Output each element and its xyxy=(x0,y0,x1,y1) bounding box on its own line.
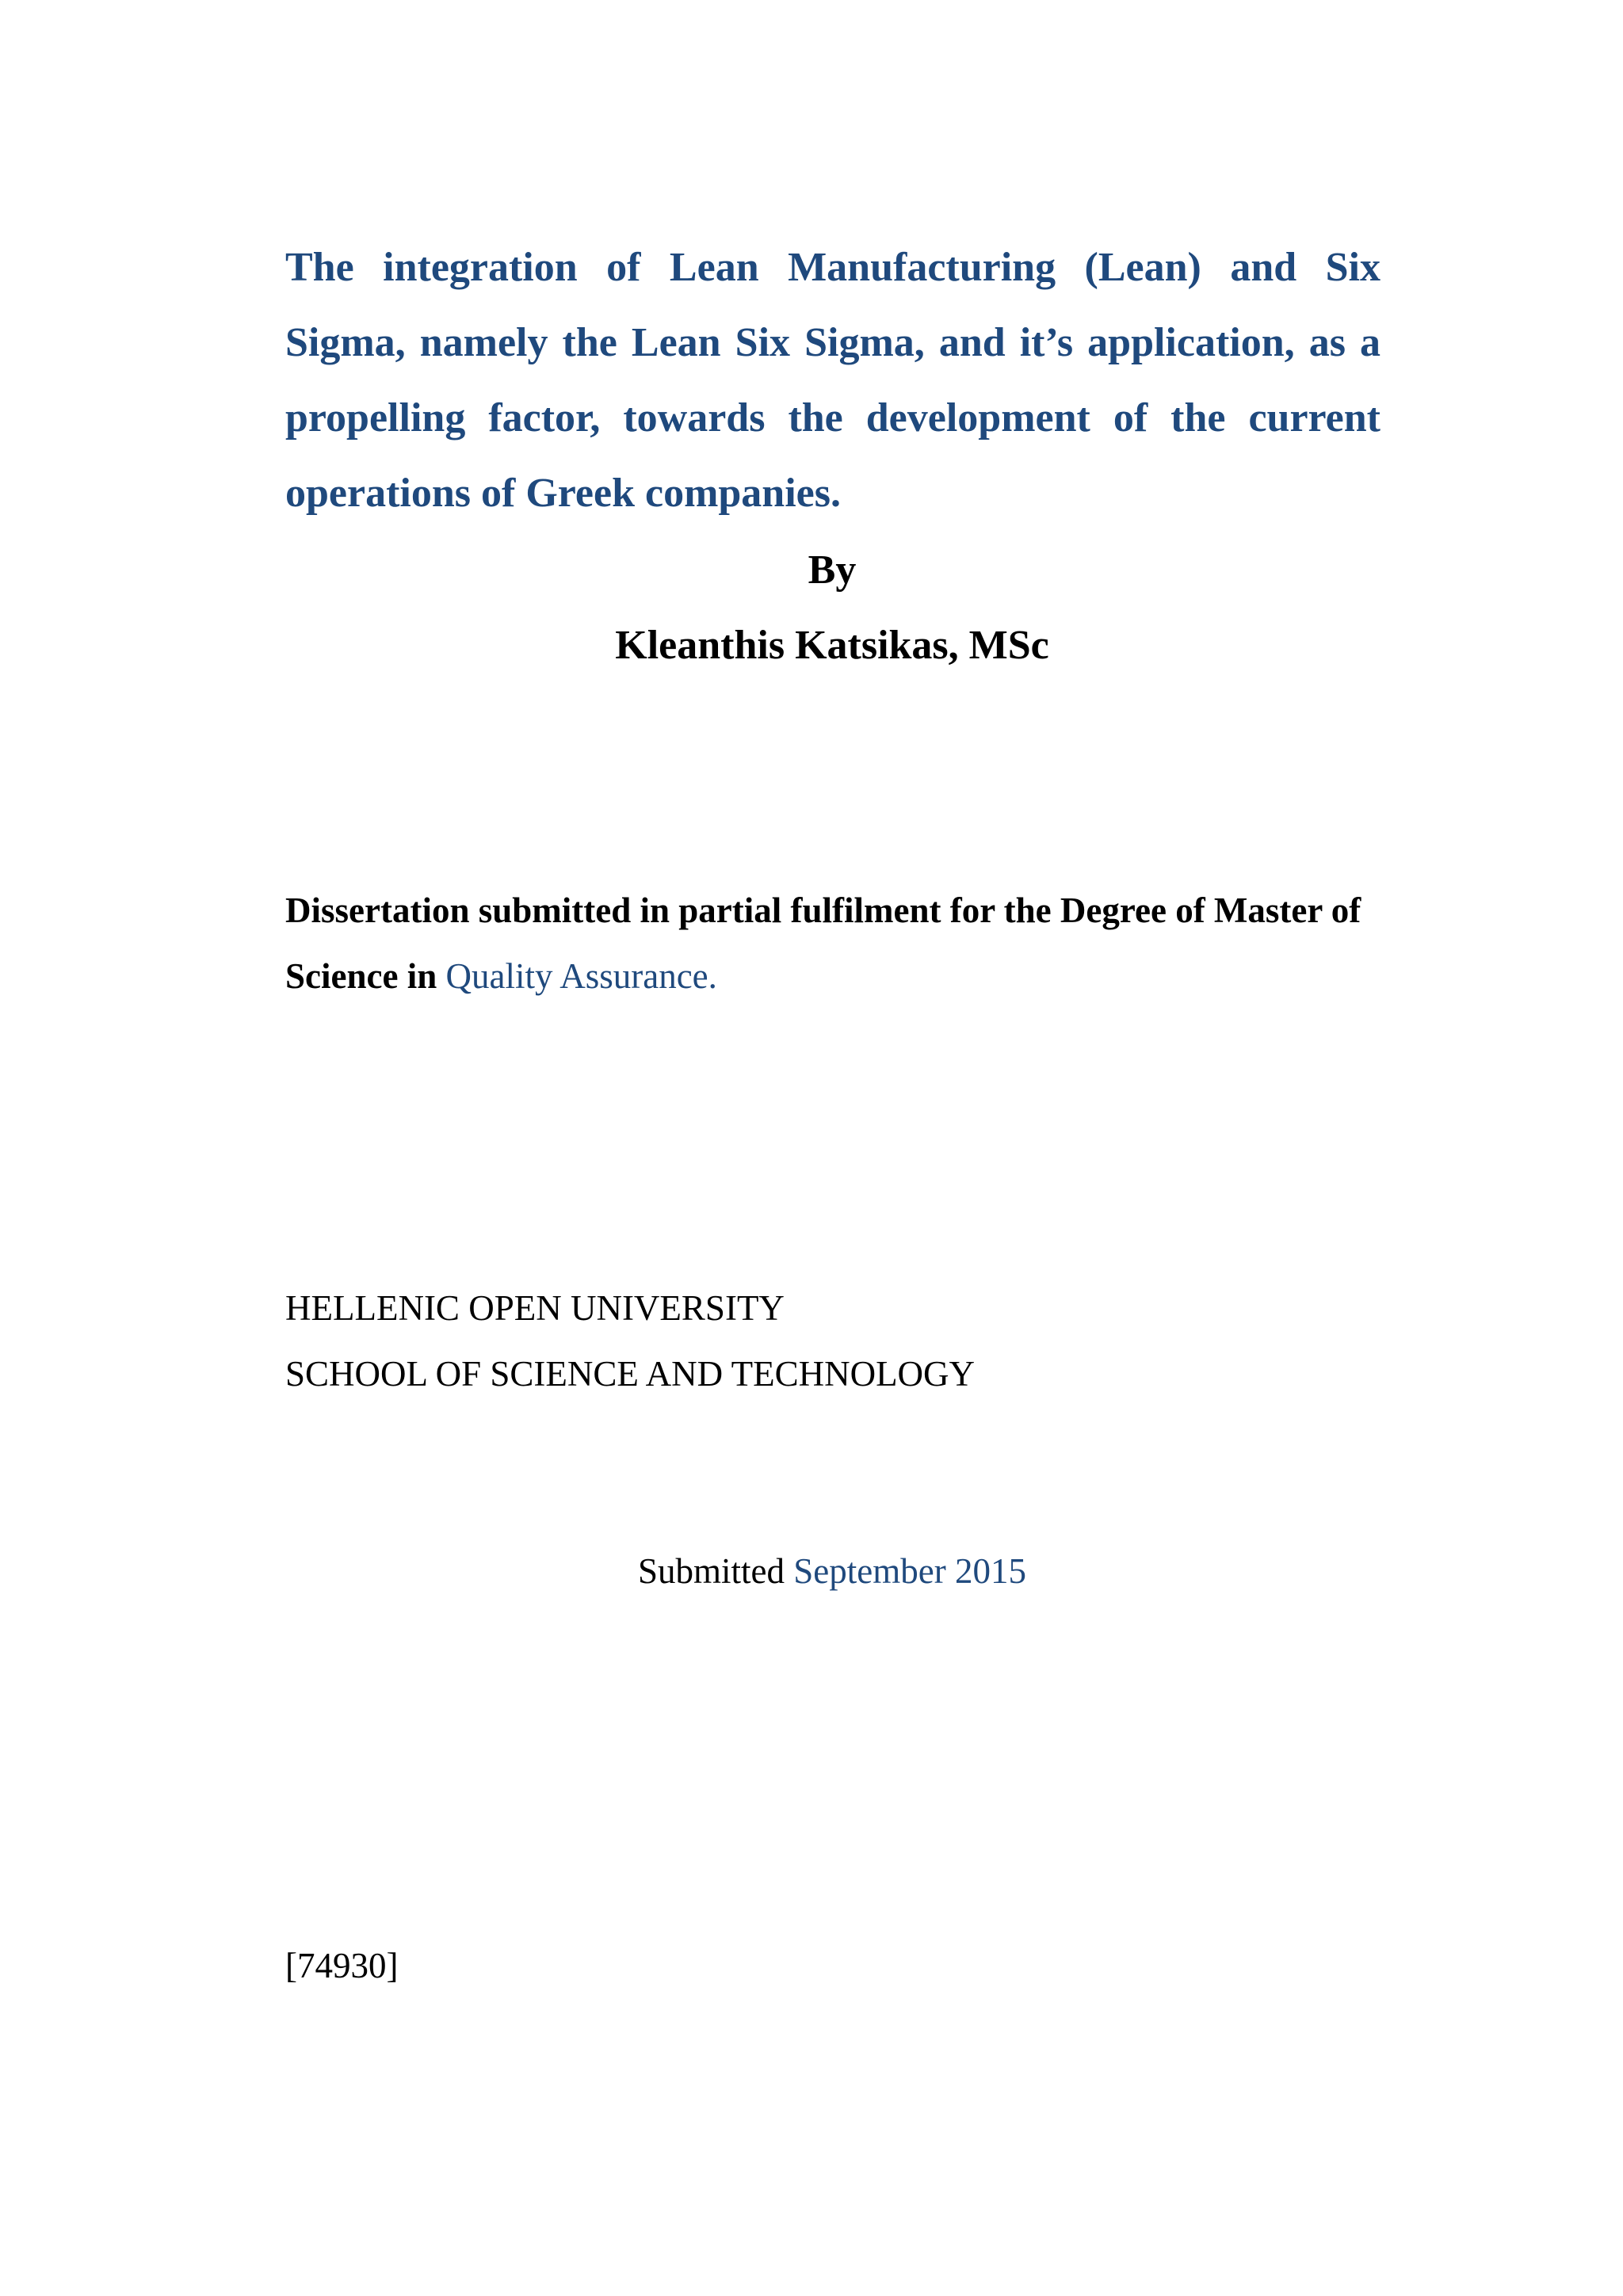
institution-block xyxy=(285,1276,975,1407)
submission-line xyxy=(0,1539,1623,1604)
degree-statement-text: Dissertation submitted in partial fulfilment for the Degree of Master of Science in xyxy=(285,891,1361,996)
submission-label: Submitted xyxy=(638,1551,794,1591)
school-name: SCHOOL OF SCIENCE AND TECHNOLOGY xyxy=(285,1354,976,1394)
student-id: [74930] xyxy=(285,1946,399,1985)
degree-field: Quality Assurance. xyxy=(445,956,717,996)
thesis-title: The integration of Lean Manufacturing (Lean) and Six Sigma, namely the Lean Six Sigma, and it’s application, as a propelling factor, towards the development of the current operations of Greek companies. xyxy=(285,245,1381,516)
byline: By xyxy=(808,547,857,593)
university-name: HELLENIC OPEN UNIVERSITY xyxy=(285,1288,785,1328)
submission-date: September 2015 xyxy=(793,1551,1026,1591)
author-name: Kleanthis Katsikas, MSc xyxy=(615,623,1049,668)
degree-statement xyxy=(285,878,1381,1009)
